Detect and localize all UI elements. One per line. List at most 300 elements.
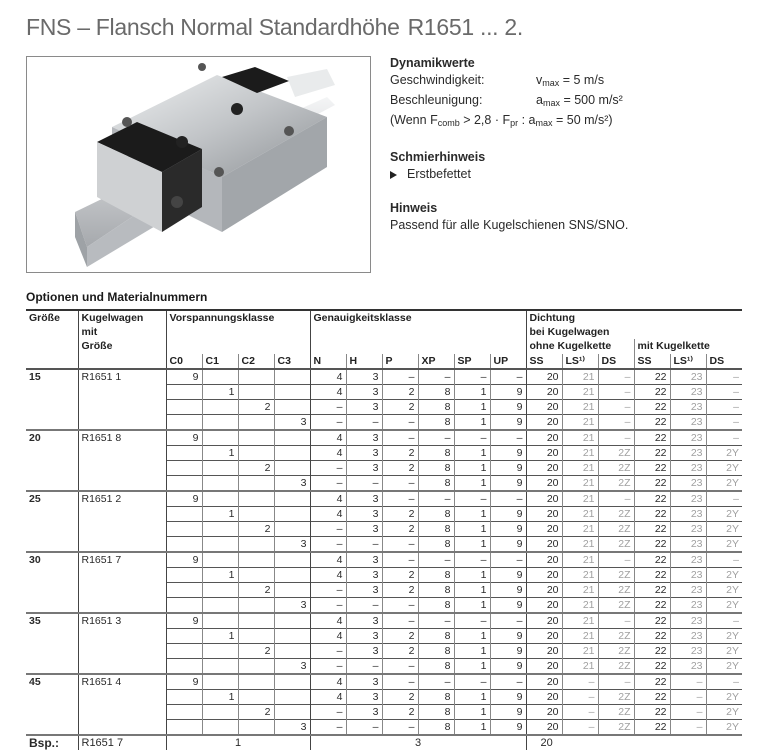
value-cell: 8 — [418, 567, 454, 582]
col-ls-mit: LS¹⁾ — [670, 354, 706, 369]
value-cell: – — [490, 369, 526, 385]
value-cell: 20 — [526, 719, 562, 735]
value-cell: 8 — [418, 689, 454, 704]
value-cell: – — [310, 658, 346, 674]
value-cell: 20 — [526, 674, 562, 690]
value-cell: 8 — [418, 384, 454, 399]
value-cell: 2Y — [706, 689, 742, 704]
value-cell: – — [490, 613, 526, 629]
value-cell: 1 — [202, 628, 238, 643]
value-cell: 22 — [634, 506, 670, 521]
table-row — [26, 491, 742, 507]
value-cell: 9 — [490, 536, 526, 552]
col-h: H — [346, 354, 382, 369]
value-cell: 4 — [310, 628, 346, 643]
value-cell: 3 — [346, 521, 382, 536]
value-cell: 21 — [562, 445, 598, 460]
value-cell: – — [418, 430, 454, 446]
value-cell: 2Y — [706, 445, 742, 460]
header-kugelwagen: Kugelwagen mit Größe — [78, 310, 166, 354]
value-cell: 1 — [454, 719, 490, 735]
note-part: : a — [518, 113, 536, 127]
value-cell: – — [454, 491, 490, 507]
value-cell — [166, 399, 202, 414]
value-cell: 3 — [346, 506, 382, 521]
value-cell: – — [670, 704, 706, 719]
value-cell: 2Z — [598, 689, 634, 704]
value-cell — [166, 460, 202, 475]
size-cell: 20 — [26, 430, 78, 491]
value-cell: 9 — [490, 658, 526, 674]
value-cell — [238, 552, 274, 568]
speed-subscript: max — [542, 78, 560, 88]
value-cell: 21 — [562, 613, 598, 629]
value-cell: 3 — [346, 369, 382, 385]
value-cell — [166, 719, 202, 735]
bullet-triangle-icon — [390, 171, 397, 179]
value-cell: 2 — [238, 582, 274, 597]
value-cell: 4 — [310, 552, 346, 568]
value-cell: 2 — [382, 521, 418, 536]
value-cell — [238, 369, 274, 385]
value-cell: 23 — [670, 582, 706, 597]
value-cell: 1 — [202, 506, 238, 521]
lubrication-heading: Schmierhinweis — [390, 150, 486, 164]
value-cell — [274, 445, 310, 460]
lubrication-item — [390, 166, 760, 183]
value-cell: 3 — [346, 674, 382, 690]
value-cell: 23 — [670, 567, 706, 582]
value-cell: – — [310, 521, 346, 536]
value-cell: – — [454, 552, 490, 568]
value-cell: 9 — [490, 628, 526, 643]
value-cell: 2Y — [706, 597, 742, 613]
value-cell: 8 — [418, 460, 454, 475]
value-cell — [202, 552, 238, 568]
value-cell — [274, 582, 310, 597]
value-cell: 1 — [454, 460, 490, 475]
value-cell: 1 — [454, 399, 490, 414]
value-cell: – — [382, 475, 418, 491]
col-ls-ohne: LS¹⁾ — [562, 354, 598, 369]
value-cell: 2 — [238, 460, 274, 475]
value-cell: – — [490, 552, 526, 568]
value-cell: – — [310, 704, 346, 719]
accel-symbol: a — [536, 93, 543, 107]
value-cell: 22 — [634, 567, 670, 582]
value-cell: 4 — [310, 491, 346, 507]
value-cell: 22 — [634, 613, 670, 629]
value-cell: – — [382, 597, 418, 613]
value-cell: 21 — [562, 536, 598, 552]
value-cell: 22 — [634, 628, 670, 643]
value-cell — [238, 719, 274, 735]
value-cell: – — [454, 674, 490, 690]
value-cell: 20 — [526, 521, 562, 536]
size-cell: 25 — [26, 491, 78, 552]
page-title — [26, 14, 523, 41]
value-cell — [274, 567, 310, 582]
title-code: R1651 ... 2. — [407, 14, 523, 40]
value-cell: 4 — [310, 430, 346, 446]
options-table-body — [26, 369, 742, 750]
value-cell: 22 — [634, 475, 670, 491]
value-cell: 20 — [526, 704, 562, 719]
header-row-cols — [26, 354, 742, 369]
value-cell: 23 — [670, 460, 706, 475]
value-cell: 2Y — [706, 628, 742, 643]
value-cell: 2 — [238, 521, 274, 536]
value-cell: 3 — [346, 460, 382, 475]
value-cell: 20 — [526, 567, 562, 582]
value-cell: 1 — [202, 384, 238, 399]
value-cell — [238, 567, 274, 582]
value-cell: – — [670, 689, 706, 704]
value-cell: 22 — [634, 445, 670, 460]
value-cell: 21 — [562, 430, 598, 446]
note-text: Passend für alle Kugelschienen SNS/SNO. — [390, 218, 629, 232]
wagen-cell: R1651 8 — [78, 430, 166, 491]
value-cell: 1 — [202, 567, 238, 582]
value-cell: 2Y — [706, 521, 742, 536]
value-cell: 8 — [418, 475, 454, 491]
size-cell: 45 — [26, 674, 78, 735]
spec-panel — [390, 55, 760, 251]
value-cell: 22 — [634, 369, 670, 385]
note-part: = 50 m/s²) — [552, 113, 613, 127]
example-dichtung: 20 — [526, 735, 742, 750]
value-cell — [274, 643, 310, 658]
value-cell: – — [706, 384, 742, 399]
wagen-cell: R1651 3 — [78, 613, 166, 674]
value-cell: 21 — [562, 475, 598, 491]
value-cell: – — [454, 613, 490, 629]
value-cell — [202, 536, 238, 552]
value-cell: 9 — [166, 674, 202, 690]
value-cell: 2Y — [706, 704, 742, 719]
value-cell: 21 — [562, 460, 598, 475]
value-cell — [238, 430, 274, 446]
value-cell — [274, 689, 310, 704]
value-cell: – — [310, 643, 346, 658]
value-cell: 4 — [310, 445, 346, 460]
value-cell — [202, 719, 238, 735]
note-sub: max — [535, 118, 553, 128]
value-cell — [274, 369, 310, 385]
value-cell — [202, 613, 238, 629]
header-groesse: Größe — [26, 310, 78, 354]
value-cell: 9 — [166, 613, 202, 629]
value-cell: 2 — [382, 567, 418, 582]
value-cell: 2 — [382, 628, 418, 643]
value-cell: – — [382, 369, 418, 385]
value-cell: – — [490, 674, 526, 690]
accel-note — [390, 112, 760, 132]
wagen-cell: R1651 1 — [78, 369, 166, 430]
col-ds-ohne: DS — [598, 354, 634, 369]
col-n: N — [310, 354, 346, 369]
value-cell: 2 — [382, 582, 418, 597]
value-cell — [202, 643, 238, 658]
value-cell: 9 — [166, 552, 202, 568]
value-cell: – — [490, 491, 526, 507]
value-cell — [166, 597, 202, 613]
value-cell: – — [706, 552, 742, 568]
value-cell: 9 — [490, 597, 526, 613]
value-cell: 20 — [526, 445, 562, 460]
value-cell: 3 — [346, 704, 382, 719]
value-cell — [238, 628, 274, 643]
value-cell: 4 — [310, 384, 346, 399]
speed-symbol: v — [536, 73, 543, 87]
value-cell: 1 — [454, 384, 490, 399]
value-cell: – — [382, 719, 418, 735]
value-cell: 21 — [562, 597, 598, 613]
value-cell: – — [310, 582, 346, 597]
value-cell: – — [598, 414, 634, 430]
value-cell: 20 — [526, 475, 562, 491]
value-cell — [166, 689, 202, 704]
value-cell: 20 — [526, 369, 562, 385]
value-cell: – — [382, 658, 418, 674]
value-cell — [238, 689, 274, 704]
value-cell: 21 — [562, 369, 598, 385]
value-cell: 2Y — [706, 567, 742, 582]
value-cell — [166, 536, 202, 552]
value-cell: 2 — [382, 689, 418, 704]
value-cell: – — [382, 674, 418, 690]
value-cell: 23 — [670, 475, 706, 491]
value-cell: 21 — [562, 567, 598, 582]
value-cell — [202, 658, 238, 674]
value-cell: 9 — [490, 460, 526, 475]
value-cell: – — [346, 475, 382, 491]
value-cell — [238, 506, 274, 521]
header-blank — [26, 354, 78, 369]
value-cell: 2 — [238, 643, 274, 658]
value-cell: – — [310, 475, 346, 491]
value-cell: 8 — [418, 506, 454, 521]
value-cell: 2Z — [598, 704, 634, 719]
value-cell: 4 — [310, 613, 346, 629]
value-cell: 9 — [490, 521, 526, 536]
table-row — [26, 613, 742, 629]
value-cell: 20 — [526, 643, 562, 658]
wagen-cell: R1651 4 — [78, 674, 166, 735]
value-cell: 2Y — [706, 658, 742, 674]
value-cell: – — [346, 414, 382, 430]
value-cell — [166, 567, 202, 582]
value-cell: 9 — [490, 719, 526, 735]
value-cell: – — [598, 369, 634, 385]
value-cell: 8 — [418, 658, 454, 674]
value-cell: 20 — [526, 597, 562, 613]
value-cell: 9 — [490, 399, 526, 414]
value-cell: – — [670, 674, 706, 690]
value-cell: 4 — [310, 567, 346, 582]
value-cell: 21 — [562, 658, 598, 674]
value-cell: 22 — [634, 689, 670, 704]
example-label: Bsp.: — [26, 735, 78, 750]
value-cell: 1 — [454, 597, 490, 613]
value-cell: 23 — [670, 399, 706, 414]
value-cell — [238, 536, 274, 552]
value-cell: 1 — [454, 475, 490, 491]
product-image — [26, 56, 371, 273]
value-cell: – — [562, 704, 598, 719]
value-cell: 3 — [346, 567, 382, 582]
value-cell: – — [346, 658, 382, 674]
value-cell: 20 — [526, 613, 562, 629]
value-cell: 1 — [454, 689, 490, 704]
value-cell: – — [454, 430, 490, 446]
value-cell: – — [418, 613, 454, 629]
value-cell: – — [706, 399, 742, 414]
value-cell: 2Z — [598, 445, 634, 460]
value-cell: 8 — [418, 628, 454, 643]
value-cell — [202, 475, 238, 491]
accel-row — [390, 92, 760, 112]
value-cell: 20 — [526, 552, 562, 568]
value-cell: 2 — [382, 384, 418, 399]
value-cell: 21 — [562, 399, 598, 414]
value-cell: 3 — [274, 597, 310, 613]
value-cell: – — [706, 369, 742, 385]
value-cell: – — [598, 384, 634, 399]
value-cell: 9 — [490, 506, 526, 521]
value-cell — [166, 384, 202, 399]
value-cell: – — [310, 597, 346, 613]
value-cell: 2 — [382, 643, 418, 658]
value-cell: 21 — [562, 491, 598, 507]
value-cell: 9 — [490, 445, 526, 460]
value-cell: 2Y — [706, 643, 742, 658]
value-cell: 22 — [634, 491, 670, 507]
value-cell: 23 — [670, 643, 706, 658]
value-cell: 22 — [634, 552, 670, 568]
value-cell: 3 — [346, 552, 382, 568]
value-cell: 1 — [454, 414, 490, 430]
value-cell: 21 — [562, 643, 598, 658]
speed-number: = 5 m/s — [559, 73, 605, 87]
value-cell — [202, 704, 238, 719]
col-c3: C3 — [274, 354, 310, 369]
wagen-cell: R1651 2 — [78, 491, 166, 552]
value-cell: 1 — [454, 704, 490, 719]
value-cell: 1 — [454, 628, 490, 643]
note-part: > 2,8 · F — [459, 113, 511, 127]
note-part: (Wenn F — [390, 113, 438, 127]
value-cell: 23 — [670, 521, 706, 536]
value-cell: 9 — [490, 704, 526, 719]
value-cell: 20 — [526, 430, 562, 446]
value-cell — [238, 491, 274, 507]
value-cell: 1 — [202, 689, 238, 704]
value-cell: 20 — [526, 491, 562, 507]
note-sub: pr — [510, 118, 519, 128]
value-cell: 20 — [526, 658, 562, 674]
value-cell: 23 — [670, 658, 706, 674]
col-c0: C0 — [166, 354, 202, 369]
value-cell: 3 — [346, 582, 382, 597]
value-cell: – — [562, 689, 598, 704]
lubrication-text: Erstbefettet — [407, 167, 471, 181]
value-cell: – — [382, 613, 418, 629]
value-cell: 3 — [346, 643, 382, 658]
value-cell — [166, 521, 202, 536]
value-cell: 3 — [274, 475, 310, 491]
value-cell: 1 — [454, 506, 490, 521]
value-cell — [238, 597, 274, 613]
accel-value — [536, 92, 623, 112]
size-cell: 15 — [26, 369, 78, 430]
accel-number: = 500 m/s² — [559, 93, 623, 107]
table-row — [26, 369, 742, 385]
value-cell: 3 — [274, 658, 310, 674]
value-cell — [166, 628, 202, 643]
value-cell: 23 — [670, 613, 706, 629]
example-vorspannung: 1 — [166, 735, 310, 750]
value-cell — [202, 369, 238, 385]
value-cell — [274, 491, 310, 507]
value-cell: 2Z — [598, 475, 634, 491]
value-cell — [274, 628, 310, 643]
title-main: FNS – Flansch Normal Standardhöhe — [26, 14, 400, 40]
value-cell: 9 — [166, 430, 202, 446]
value-cell: 8 — [418, 719, 454, 735]
value-cell: – — [418, 674, 454, 690]
value-cell: 20 — [526, 460, 562, 475]
value-cell: – — [598, 674, 634, 690]
value-cell: 9 — [490, 567, 526, 582]
value-cell: 22 — [634, 384, 670, 399]
value-cell: 2 — [382, 399, 418, 414]
header-row-1 — [26, 310, 742, 339]
value-cell: 8 — [418, 521, 454, 536]
value-cell: 21 — [562, 582, 598, 597]
value-cell: – — [310, 719, 346, 735]
example-wagen: R1651 7 — [78, 735, 166, 750]
table-row — [26, 674, 742, 690]
value-cell — [238, 384, 274, 399]
value-cell: 2Z — [598, 506, 634, 521]
value-cell: 2 — [382, 704, 418, 719]
value-cell: 8 — [418, 399, 454, 414]
value-cell — [238, 414, 274, 430]
value-cell: 3 — [346, 628, 382, 643]
wagen-cell: R1651 7 — [78, 552, 166, 613]
value-cell: – — [706, 414, 742, 430]
value-cell — [166, 506, 202, 521]
value-cell: 4 — [310, 689, 346, 704]
value-cell — [202, 521, 238, 536]
value-cell: 9 — [490, 582, 526, 597]
header-blank — [78, 354, 166, 369]
value-cell: 1 — [202, 445, 238, 460]
value-cell: 3 — [346, 613, 382, 629]
value-cell — [202, 597, 238, 613]
value-cell — [202, 430, 238, 446]
value-cell — [166, 643, 202, 658]
value-cell: 2Z — [598, 597, 634, 613]
value-cell — [202, 460, 238, 475]
header-dichtung: Dichtung bei Kugelwagen — [526, 310, 742, 339]
section-title: Optionen und Materialnummern — [26, 290, 208, 304]
value-cell — [166, 414, 202, 430]
value-cell: 23 — [670, 536, 706, 552]
example-genauigkeit: 3 — [310, 735, 526, 750]
value-cell: – — [670, 719, 706, 735]
